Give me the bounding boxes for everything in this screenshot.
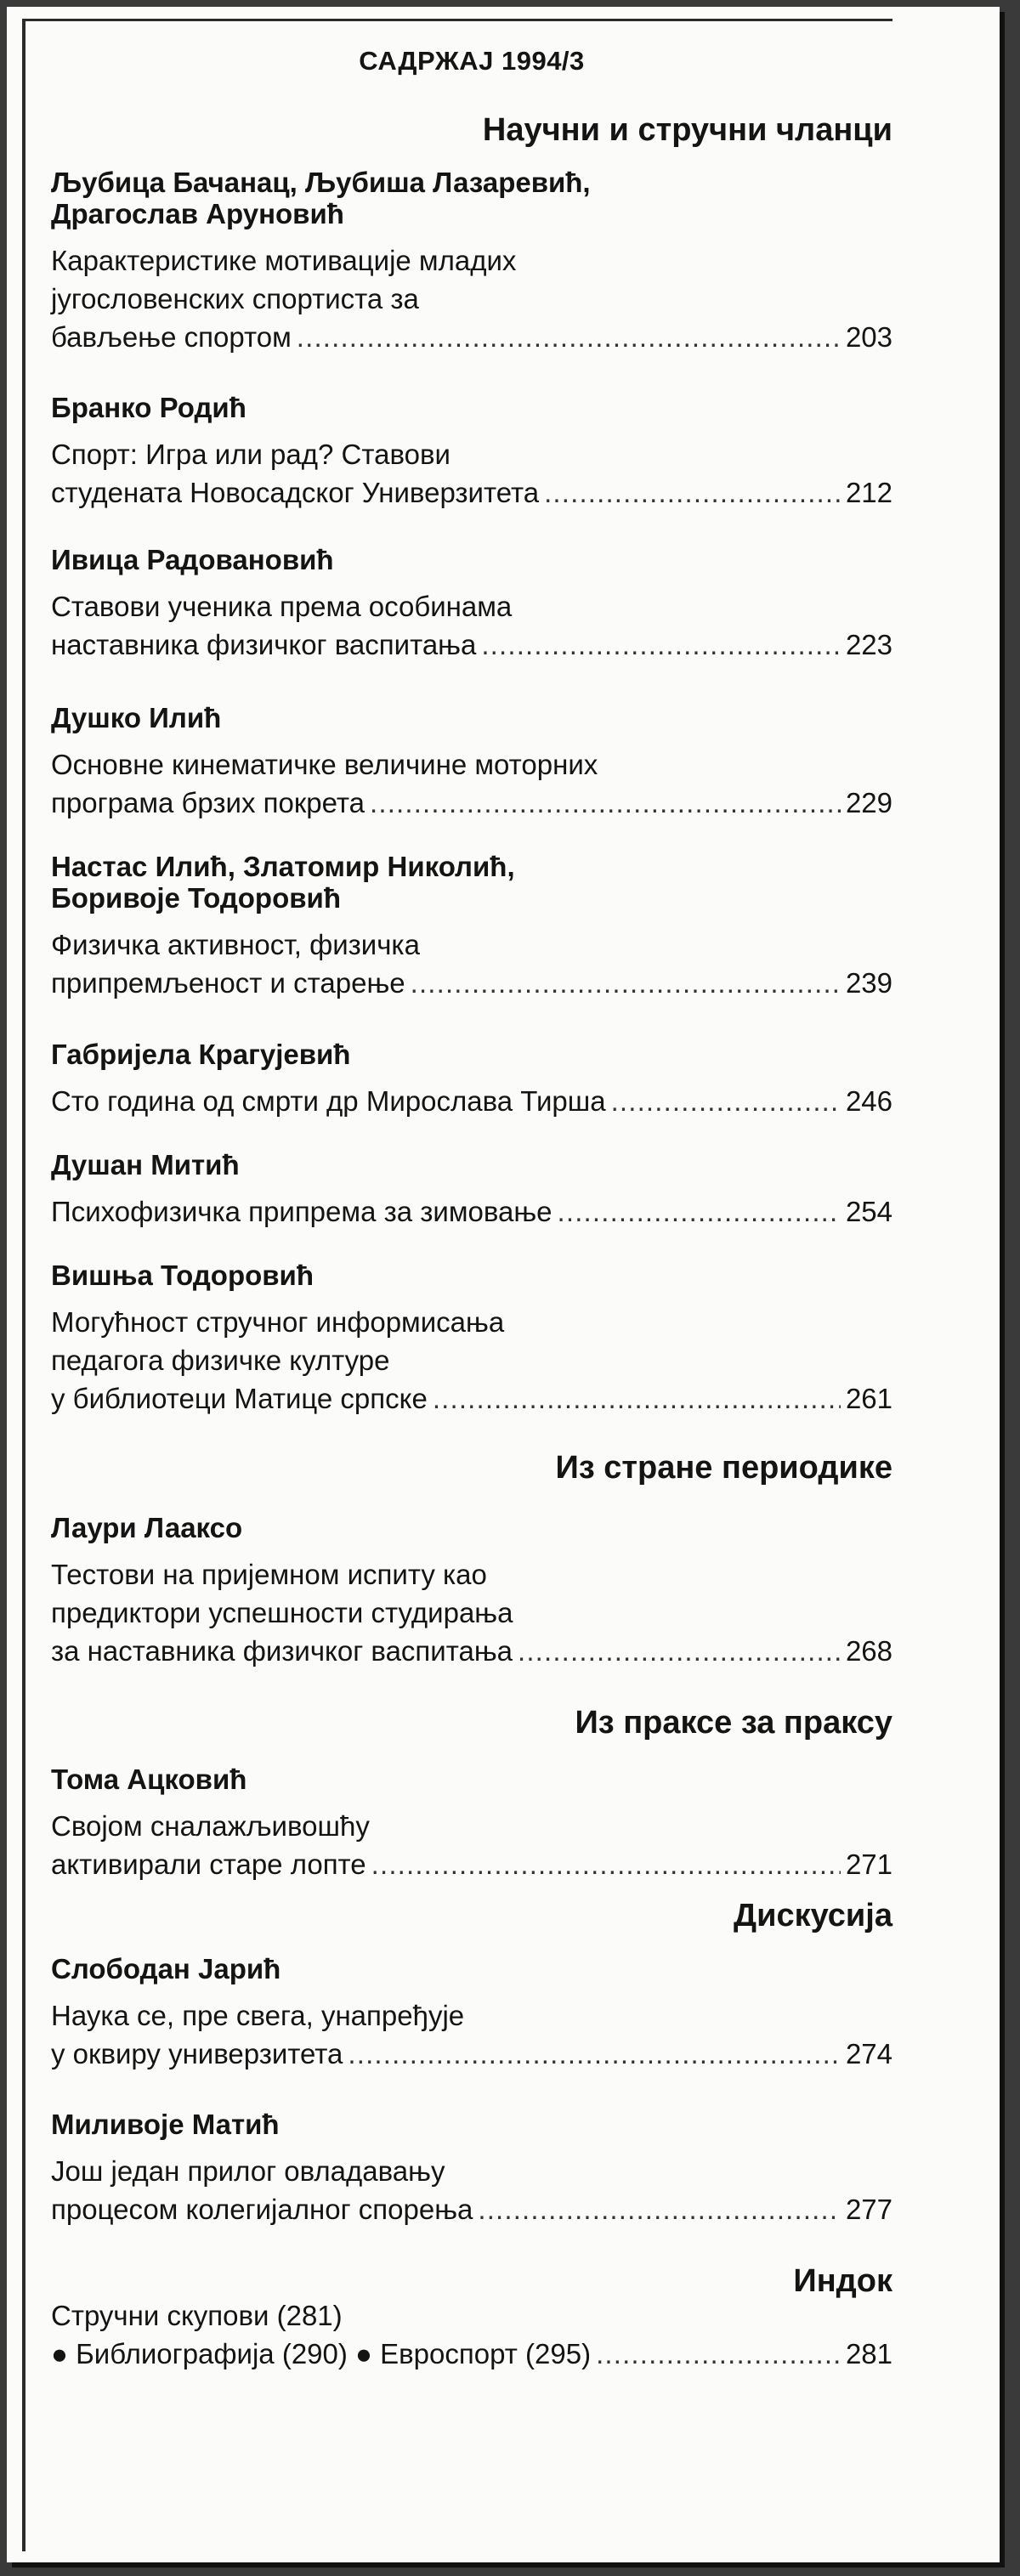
toc-leader-line: [51, 1383, 892, 1414]
entry-title-line: југословенских спортиста за: [51, 283, 419, 314]
entry-authors: Вишња Тодоровић: [51, 1260, 314, 1291]
dot-leader: [611, 1085, 841, 1117]
page-number: 271: [845, 1848, 892, 1880]
entry-title-line: Психофизичка припрема за зимовање: [51, 1196, 552, 1227]
entry-authors: Душко Илић: [51, 702, 222, 733]
entry-authors: Настас Илић, Златомир Николић,: [51, 851, 515, 882]
dot-leader: [433, 1383, 841, 1414]
page-number: 274: [845, 2038, 892, 2069]
entry-title-line: у библиотеци Матице српске: [51, 1383, 428, 1414]
entry-title-line: активирали старе лопте: [51, 1848, 366, 1880]
toc-leader-line: [51, 2194, 892, 2225]
dot-leader: [370, 787, 841, 818]
entry-title-line: Карактеристике мотивације младих: [51, 245, 517, 276]
entry-title-line: наставника физичког васпитања: [51, 629, 477, 660]
entry-authors: Драгослав Аруновић: [51, 198, 344, 229]
entry-authors: Габријела Крагујевић: [51, 1039, 351, 1070]
entry-title-line: Тестови на пријемном испиту као: [51, 1559, 487, 1590]
page-number: 229: [845, 787, 892, 818]
entry-authors: Боривоје Тодоровић: [51, 882, 341, 914]
dot-leader: [481, 629, 841, 660]
entry-title-line: процесом колегијалног спорења: [51, 2194, 473, 2225]
entry-authors: Лаури Лааксо: [51, 1512, 243, 1543]
toc-leader-line: [51, 2338, 892, 2369]
page-number: 246: [845, 1085, 892, 1117]
page-number: 212: [845, 477, 892, 508]
dot-leader: [297, 321, 841, 353]
entry-title-line: Сто година од смрти др Мирослава Тирша: [51, 1085, 606, 1117]
top-border-rule: [26, 19, 892, 21]
page-title: САДРЖАЈ 1994/3: [359, 46, 585, 76]
entry-title-line: студената Новосадског Универзитета: [51, 477, 540, 508]
entry-title-line: Још један прилог овладавању: [51, 2155, 445, 2187]
toc-leader-line: [51, 787, 892, 818]
dot-leader: [348, 2038, 841, 2069]
entry-title-line: Спорт: Игра или рад? Ставови: [51, 439, 450, 470]
entry-title-line: Наука се, пре свега, унапређује: [51, 2000, 465, 2031]
page-number: 277: [845, 2194, 892, 2225]
entry-title-line: Стручни скупови (281): [51, 2300, 343, 2331]
toc-leader-line: [51, 629, 892, 660]
dot-leader: [371, 1848, 841, 1880]
toc-leader-line: [51, 477, 892, 508]
document-page: [7, 7, 1000, 2562]
entry-title-line: Могућност стручног информисања: [51, 1306, 505, 1338]
toc-leader-line: [51, 1635, 892, 1667]
entry-authors: Душан Митић: [51, 1149, 240, 1180]
section-heading: Дискусија: [734, 1898, 892, 1933]
toc-leader-line: [51, 967, 892, 999]
dot-leader: [558, 1196, 841, 1227]
page-number: 281: [845, 2338, 892, 2369]
page-number: 254: [845, 1196, 892, 1227]
page-number: 223: [845, 629, 892, 660]
entry-title-line: бављење спортом: [51, 321, 292, 353]
entry-title-line: Својом сналажљивошћу: [51, 1810, 370, 1842]
entry-authors: Тома Ацковић: [51, 1764, 247, 1795]
entry-title-line: Ставови ученика према особинама: [51, 591, 513, 622]
page-number: 261: [845, 1383, 892, 1414]
section-heading: Из стране периодике: [555, 1450, 892, 1486]
dot-leader: [518, 1635, 841, 1667]
entry-title-line: припремљеност и старење: [51, 967, 405, 999]
dot-leader: [544, 477, 841, 508]
entry-authors: Љубица Бачанац, Љубиша Лазаревић,: [51, 167, 591, 198]
toc-leader-line: [51, 321, 892, 353]
toc-leader-line: [51, 2038, 892, 2069]
toc-leader-line: [51, 1085, 892, 1117]
toc-leader-line: [51, 1848, 892, 1880]
entry-title-line: педагога физичке културе: [51, 1345, 390, 1376]
entry-title-line: Основне кинематичке величине моторних: [51, 749, 598, 780]
dot-leader: [411, 967, 841, 999]
entry-authors: Бранко Родић: [51, 392, 246, 423]
left-border-rule: [22, 19, 26, 2551]
entry-authors: Слободан Јарић: [51, 1953, 281, 1984]
dot-leader: [596, 2338, 841, 2369]
entry-authors: Ивица Радовановић: [51, 544, 334, 575]
page-number: 203: [845, 321, 892, 353]
section-heading: Из праксе за праксу: [575, 1705, 892, 1741]
page-number: 268: [845, 1635, 892, 1667]
section-heading: Индок: [793, 2263, 892, 2299]
entry-title-line: за наставника физичког васпитања: [51, 1635, 513, 1667]
entry-title-line: Физичка активност, физичка: [51, 929, 420, 960]
entry-title-line: програма брзих покрета: [51, 787, 366, 818]
entry-title-line: предиктори успешности студирања: [51, 1597, 513, 1628]
toc-leader-line: [51, 1196, 892, 1227]
dot-leader: [478, 2194, 841, 2225]
entry-title-line: у оквиру универзитета: [51, 2038, 343, 2069]
entry-title-line: ● Библиографија (290) ● Евроспорт (295): [51, 2338, 592, 2369]
entry-authors: Миливоје Матић: [51, 2109, 280, 2140]
page-number: 239: [845, 967, 892, 999]
section-heading: Научни и стручни чланци: [482, 112, 892, 148]
